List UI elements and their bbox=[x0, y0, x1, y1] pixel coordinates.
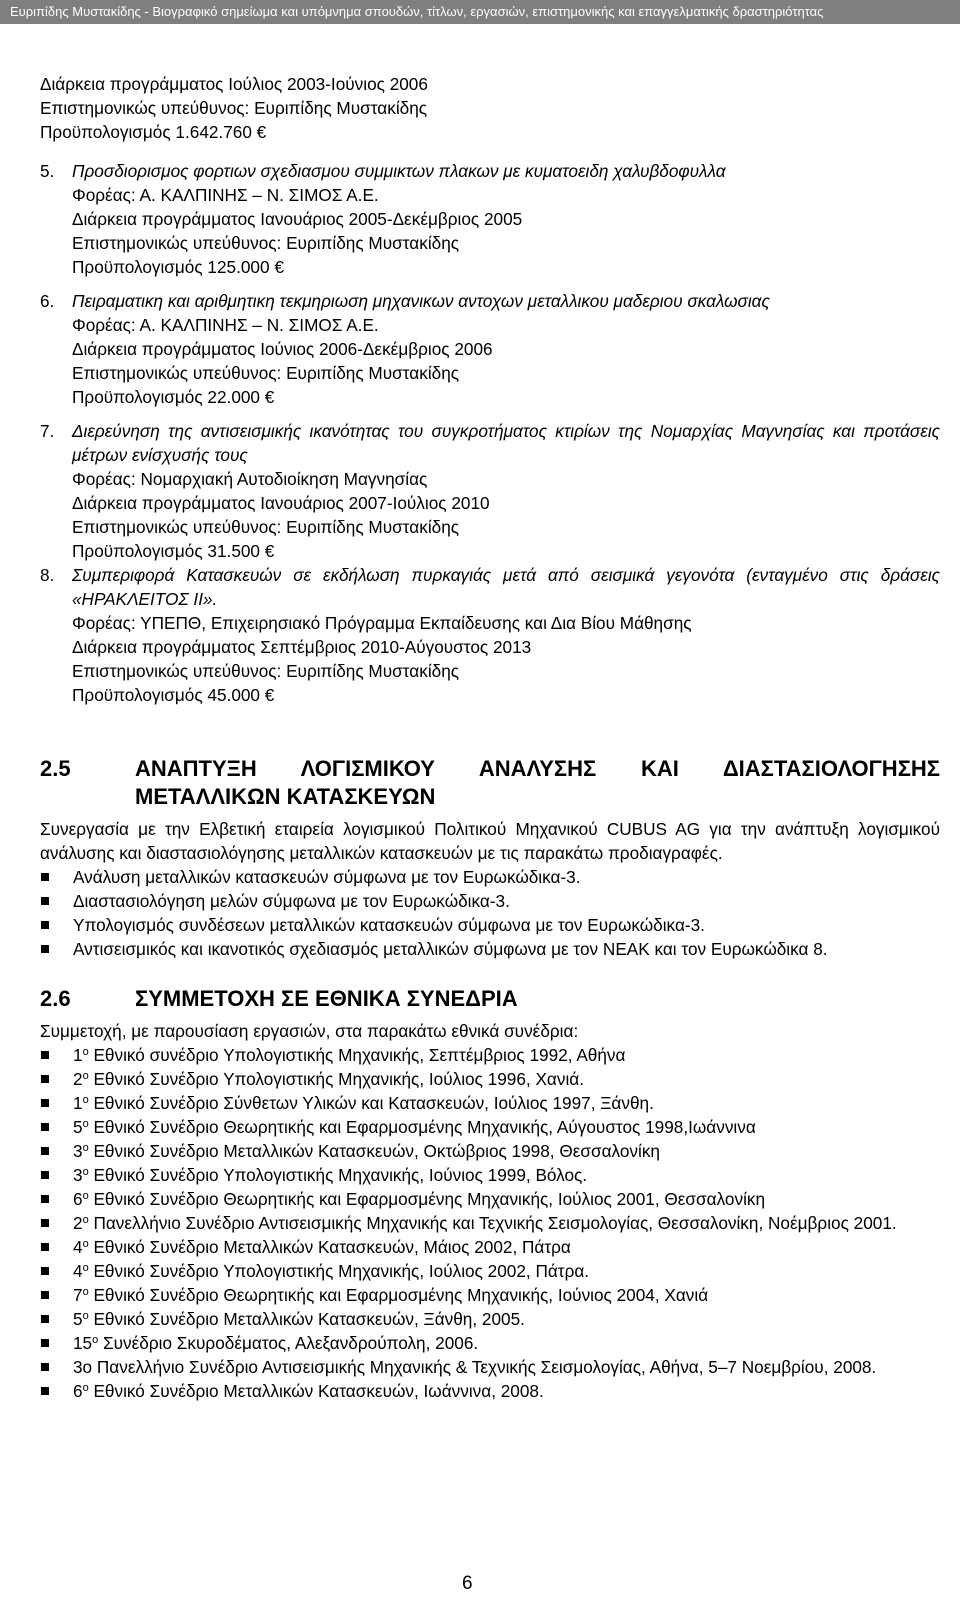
section-number: 2.5 bbox=[40, 756, 71, 781]
conference-item bbox=[40, 1067, 940, 1091]
conference-text: Εθνικό συνέδριο Υπολογιστικής Μηχανικής, Σεπτέμβριος 1992, Αθήνα bbox=[88, 1045, 626, 1065]
ordinal-suffix: ο bbox=[82, 1190, 89, 1202]
project-detail-line: Επιστημονικώς υπεύθυνος: Ευριπίδης Μυστακίδης bbox=[72, 363, 460, 383]
square-bullet-icon bbox=[41, 1387, 49, 1395]
list-item: Ανάλυση μεταλλικών κατασκευών σύμφωνα με τον Ευρωκώδικα-3. bbox=[40, 865, 940, 889]
square-bullet-icon bbox=[41, 873, 49, 881]
project-number: 6. bbox=[40, 291, 55, 311]
conference-text: Εθνικό Συνέδριο Μεταλλικών Κατασκευών, Ιωάννινα, 2008. bbox=[88, 1381, 544, 1401]
conference-ordinal: 7 bbox=[73, 1285, 83, 1305]
square-bullet-icon bbox=[41, 1291, 49, 1299]
project-detail-line: Φορέας: Νομαρχιακή Αυτοδιοίκηση Μαγνησίας bbox=[72, 469, 428, 489]
square-bullet-icon bbox=[41, 945, 49, 953]
ordinal-suffix: ο bbox=[82, 1094, 89, 1106]
conference-text: Εθνικό Συνέδριο Σύνθετων Υλικών και Κατασκευών, Ιούλιος 1997, Ξάνθη. bbox=[88, 1093, 654, 1113]
square-bullet-icon bbox=[41, 1267, 49, 1275]
square-bullet-icon bbox=[41, 1219, 49, 1227]
list-item: Διαστασιολόγηση μελών σύμφωνα με τον Ευρωκώδικα-3. bbox=[40, 889, 940, 913]
document-body bbox=[40, 72, 940, 1403]
conference-list bbox=[40, 1043, 940, 1403]
project-title: Διερεύνηση της αντισεισμικής ικανότητας του συγκροτήματος κτιρίων της Νομαρχίας Μαγνησίας και προτάσεις μέτρων ενίσχυσής τους bbox=[72, 421, 940, 465]
ordinal-suffix: ο bbox=[82, 1046, 89, 1058]
project-detail-line: Επιστημονικώς υπεύθυνος: Ευριπίδης Μυστακίδης bbox=[72, 517, 460, 537]
conference-ordinal: 5 bbox=[73, 1309, 83, 1329]
project-detail-line: Διάρκεια προγράμματος Σεπτέμβριος 2010-Αύγουστος 2013 bbox=[72, 637, 532, 657]
conference-item bbox=[40, 1115, 940, 1139]
conference-ordinal: 1 bbox=[73, 1093, 83, 1113]
conference-item bbox=[40, 1091, 940, 1115]
conference-ordinal: 3 bbox=[73, 1141, 83, 1161]
project-detail-line: Προϋπολογισμός 31.500 € bbox=[72, 541, 275, 561]
project-detail-line: Φορέας: Α. ΚΑΛΠΙΝΗΣ – Ν. ΣΙΜΟΣ Α.Ε. bbox=[72, 315, 379, 335]
conference-text: Εθνικό Συνέδριο Μεταλλικών Κατασκευών, Οκτώβριος 1998, Θεσσαλονίκη bbox=[88, 1141, 660, 1161]
project-detail-line: Διάρκεια προγράμματος Ιανουάριος 2005-Δεκέμβριος 2005 bbox=[72, 209, 523, 229]
conference-text: Εθνικό Συνέδριο Υπολογιστικής Μηχανικής, Ιούλιος 1996, Χανιά. bbox=[88, 1069, 584, 1089]
conference-ordinal: 15 bbox=[73, 1333, 93, 1353]
project-number: 7. bbox=[40, 421, 55, 441]
section-heading-2-6 bbox=[40, 985, 940, 1013]
conference-text: Εθνικό Συνέδριο Μεταλλικών Κατασκευών, Ξάνθη, 2005. bbox=[88, 1309, 525, 1329]
square-bullet-icon bbox=[41, 1315, 49, 1323]
conference-text: Εθνικό Συνέδριο Θεωρητικής και Εφαρμοσμένης Μηχανικής, Ιούνιος 2004, Χανιά bbox=[88, 1285, 709, 1305]
conference-ordinal: 2 bbox=[73, 1213, 83, 1233]
conference-item bbox=[40, 1379, 940, 1403]
list-item: Υπολογισμός συνδέσεων μεταλλικών κατασκευών σύμφωνα με τον Ευρωκώδικα-3. bbox=[40, 913, 940, 937]
conference-ordinal: 6 bbox=[73, 1189, 83, 1209]
project-number: 5. bbox=[40, 161, 55, 181]
spec-list bbox=[40, 865, 940, 961]
section-number: 2.6 bbox=[40, 986, 71, 1011]
project-detail-line: Επιστημονικώς υπεύθυνος: Ευριπίδης Μυστακίδης bbox=[72, 661, 460, 681]
square-bullet-icon bbox=[41, 921, 49, 929]
conference-item bbox=[40, 1163, 940, 1187]
section-title: ΣΥΜΜΕΤΟΧΗ ΣΕ ΕΘΝΙΚΑ ΣΥΝΕΔΡΙΑ bbox=[135, 986, 518, 1011]
project-detail-line: Προϋπολογισμός 125.000 € bbox=[72, 257, 284, 277]
ordinal-suffix: ο bbox=[82, 1142, 89, 1154]
conference-ordinal: 6 bbox=[73, 1381, 83, 1401]
project-item bbox=[40, 563, 940, 707]
project-title: Πειραματικη και αριθμητικη τεκμηριωση μηχανικων αντοχων μεταλλικου μαδεριου σκαλωσιας bbox=[72, 291, 770, 311]
square-bullet-icon bbox=[41, 1171, 49, 1179]
project-detail-line: Επιστημονικώς υπεύθυνος: Ευριπίδης Μυστακίδης bbox=[72, 233, 460, 253]
conference-item bbox=[40, 1043, 940, 1067]
project-detail-line: Επιστημονικώς υπεύθυνος: Ευριπίδης Μυστακίδης bbox=[40, 98, 428, 118]
conference-item bbox=[40, 1259, 940, 1283]
ordinal-suffix: ο bbox=[82, 1118, 89, 1130]
conference-item bbox=[40, 1283, 940, 1307]
ordinal-suffix: ο bbox=[82, 1214, 89, 1226]
project-item bbox=[40, 419, 940, 563]
conference-text: Εθνικό Συνέδριο Θεωρητικής και Εφαρμοσμένης Μηχανικής, Αύγουστος 1998,Ιωάννινα bbox=[88, 1117, 756, 1137]
page-header-text: Ευριπίδης Μυστακίδης - Βιογραφικό σημείωμα και υπόμνημα σπουδών, τίτλων, εργασιών, επιστημονικής και επαγγελματικής δραστηριότητας bbox=[10, 4, 824, 19]
project-detail-line: Διάρκεια προγράμματος Ιανουάριος 2007-Ιούλιος 2010 bbox=[72, 493, 490, 513]
list-item: Αντισεισμικός και ικανοτικός σχεδιασμός μεταλλικών σύμφωνα με τον ΝΕΑΚ και τον Ευρωκώδικα 8. bbox=[40, 937, 940, 961]
conference-ordinal: 5 bbox=[73, 1117, 83, 1137]
ordinal-suffix: ο bbox=[82, 1262, 89, 1274]
ordinal-suffix: ο bbox=[82, 1238, 89, 1250]
section-title-continued: ΜΕΤΑΛΛΙΚΩΝ ΚΑΤΑΣΚΕΥΩΝ bbox=[135, 784, 436, 809]
project-item bbox=[40, 159, 940, 279]
conference-ordinal: 3 bbox=[73, 1165, 83, 1185]
conference-item bbox=[40, 1355, 940, 1379]
square-bullet-icon bbox=[41, 1195, 49, 1203]
conference-ordinal: 2 bbox=[73, 1069, 83, 1089]
square-bullet-icon bbox=[41, 1243, 49, 1251]
project-detail-line: Προϋπολογισμός 22.000 € bbox=[72, 387, 275, 407]
square-bullet-icon bbox=[41, 1123, 49, 1131]
ordinal-suffix: ο bbox=[82, 1286, 89, 1298]
project-detail-line: Προϋπολογισμός 1.642.760 € bbox=[40, 122, 267, 142]
project-item bbox=[40, 289, 940, 409]
conference-ordinal: 1 bbox=[73, 1045, 83, 1065]
conference-text: Εθνικό Συνέδριο Μεταλλικών Κατασκευών, Μάιος 2002, Πάτρα bbox=[88, 1237, 571, 1257]
square-bullet-icon bbox=[41, 1147, 49, 1155]
page-number: 6 bbox=[462, 1573, 473, 1594]
project-title: Προσδιορισμος φορτιων σχεδιασμου συμμικτων πλακων με κυματοειδη χαλυβδοφυλλα bbox=[72, 161, 726, 181]
conference-text: Εθνικό Συνέδριο Υπολογιστικής Μηχανικής, Ιούνιος 1999, Βόλος. bbox=[88, 1165, 588, 1185]
square-bullet-icon bbox=[41, 897, 49, 905]
page-header bbox=[0, 0, 960, 24]
project-detail-line: Φορέας: Α. ΚΑΛΠΙΝΗΣ – Ν. ΣΙΜΟΣ Α.Ε. bbox=[72, 185, 379, 205]
conference-text: Πανελλήνιο Συνέδριο Αντισεισμικής Μηχανικής και Τεχνικής Σεισμολογίας, Θεσσαλονίκη, Νοέμβριος 2001. bbox=[88, 1213, 897, 1233]
project-detail-line: Διάρκεια προγράμματος Ιούλιος 2003-Ιούνιος 2006 bbox=[40, 74, 428, 94]
project-continued bbox=[40, 72, 940, 144]
conference-item bbox=[40, 1235, 940, 1259]
ordinal-suffix: ο bbox=[82, 1070, 89, 1082]
project-title: Συμπεριφορά Κατασκευών σε εκδήλωση πυρκαγιάς μετά από σεισμικά γεγονότα (ενταγμένο στις δράσεις «ΗΡΑΚΛΕΙΤΟΣ ΙΙ». bbox=[72, 565, 940, 609]
conference-ordinal: 4 bbox=[73, 1237, 83, 1257]
conference-item bbox=[40, 1307, 940, 1331]
ordinal-suffix: ο bbox=[82, 1166, 89, 1178]
square-bullet-icon bbox=[41, 1075, 49, 1083]
conference-item bbox=[40, 1187, 940, 1211]
square-bullet-icon bbox=[41, 1363, 49, 1371]
ordinal-suffix: ο bbox=[92, 1334, 99, 1346]
project-number: 8. bbox=[40, 565, 55, 585]
conference-item bbox=[40, 1331, 940, 1355]
conference-item bbox=[40, 1211, 940, 1235]
project-detail-line: Φορέας: ΥΠΕΠΘ, Επιχειρησιακό Πρόγραμμα Εκπαίδευσης και Δια Βίου Μάθησης bbox=[72, 613, 692, 633]
square-bullet-icon bbox=[41, 1051, 49, 1059]
conference-text: Εθνικό Συνέδριο Θεωρητικής και Εφαρμοσμένης Μηχανικής, Ιούλιος 2001, Θεσσαλονίκη bbox=[88, 1189, 766, 1209]
conference-text: 3ο Πανελλήνιο Συνέδριο Αντισεισμικής Μηχανικής & Τεχνικής Σεισμολογίας, Αθήνα, 5–7 Νοεμβρίου, 2008. bbox=[73, 1357, 877, 1377]
section-intro: Συμμετοχή, με παρουσίαση εργασιών, στα παρακάτω εθνικά συνέδρια: bbox=[40, 1021, 579, 1041]
project-detail-line: Προϋπολογισμός 45.000 € bbox=[72, 685, 275, 705]
square-bullet-icon bbox=[41, 1339, 49, 1347]
conference-text: Συνέδριο Σκυροδέματος, Αλεξανδρούπολη, 2006. bbox=[98, 1333, 479, 1353]
ordinal-suffix: ο bbox=[82, 1310, 89, 1322]
square-bullet-icon bbox=[41, 1099, 49, 1107]
conference-item bbox=[40, 1139, 940, 1163]
section-heading-2-5 bbox=[40, 755, 940, 783]
section-title: ΑΝΑΠΤΥΞΗ ΛΟΓΙΣΜΙΚΟΥ ΑΝΑΛΥΣΗΣ ΚΑΙ ΔΙΑΣΤΑΣΙΟΛΟΓΗΣΗΣ bbox=[135, 756, 940, 781]
section-intro: Συνεργασία με την Ελβετική εταιρεία λογισμικού Πολιτικού Μηχανικού CUBUS AG για την ανάπτυξη λογισμικού ανάλυσης και διαστασιολόγησης μεταλλικών κατασκευών με τις παρακάτω προδιαγραφές. bbox=[40, 819, 940, 863]
ordinal-suffix: ο bbox=[82, 1382, 89, 1394]
project-detail-line: Διάρκεια προγράμματος Ιούνιος 2006-Δεκέμβριος 2006 bbox=[72, 339, 493, 359]
conference-text: Εθνικό Συνέδριο Υπολογιστικής Μηχανικής, Ιούλιος 2002, Πάτρα. bbox=[88, 1261, 590, 1281]
conference-ordinal: 4 bbox=[73, 1261, 83, 1281]
